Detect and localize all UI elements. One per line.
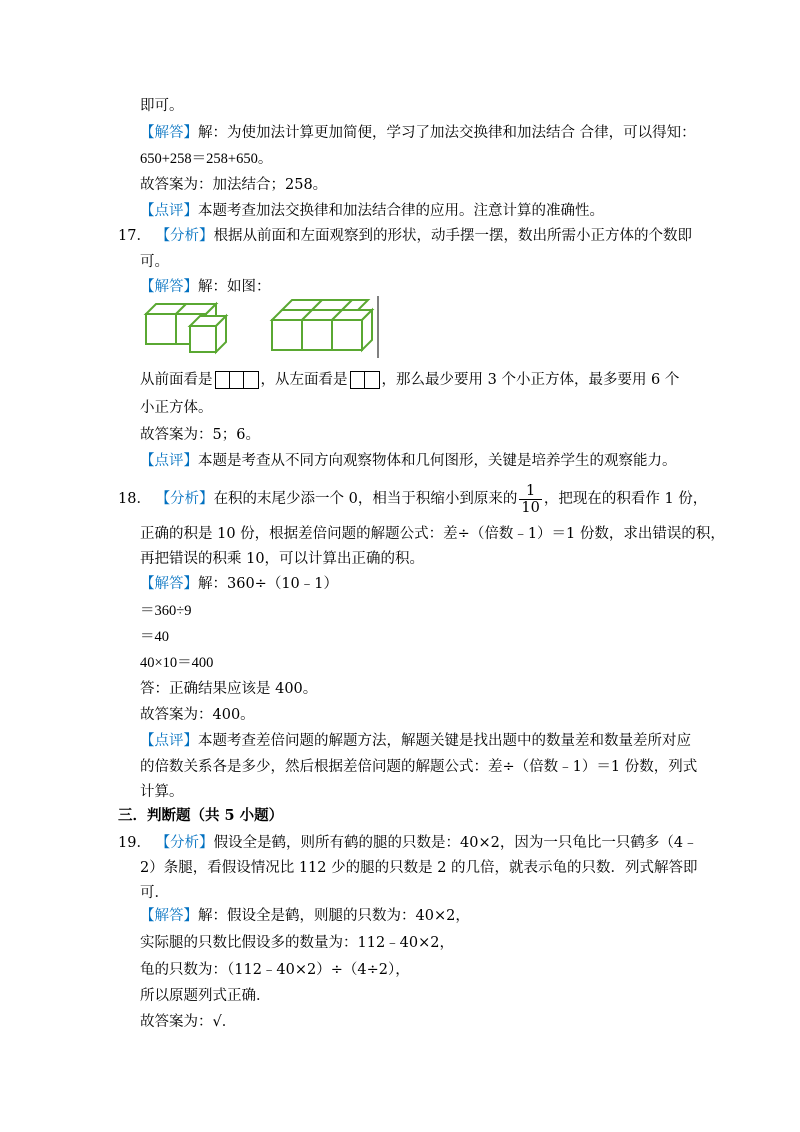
cube-figure-min <box>140 298 232 356</box>
p18-analysis-line <box>118 482 707 516</box>
left-view-figure <box>350 371 380 389</box>
p19-line-3: 龟的只数为：（112﹣40×2）÷（4÷2）， <box>140 962 410 978</box>
p16-continuation: 即可。 <box>140 98 184 114</box>
p18-review-l3: 计算。 <box>140 784 184 800</box>
front-view-figure <box>215 371 259 389</box>
p17-review-line <box>140 451 677 471</box>
p16-review-text: 本题考查加法交换律和加法结合律的应用。注意计算的准确性。 <box>198 203 604 219</box>
p19-result: 故答案为：√． <box>140 1014 237 1030</box>
p18-step-1: ＝360÷9 <box>140 603 192 619</box>
p17-review-tag: 【点评】 <box>140 453 198 469</box>
fraction-denominator: 10 <box>521 499 540 516</box>
p18-answer-tag: 【解答】 <box>140 576 198 592</box>
p17-views-cont: 小正方体。 <box>140 400 213 416</box>
p18-analysis-text-a: 在积的末尾少添一个 0，相当于积缩小到原来的 <box>213 491 518 507</box>
p16-result: 故答案为：加法结合；258。 <box>140 177 328 193</box>
p17-analysis-text: 根据从前面和左面观察到的形状，动手摆一摆，数出所需小正方体的个数即 <box>213 228 693 244</box>
fraction-one-tenth <box>519 483 541 516</box>
p19-analysis-l2: 2）条腿，看假设情况比 112 少的腿的只数是 2 的几倍，就表示龟的只数．列式解答即 <box>140 860 698 876</box>
p18-analysis-l3: 再把错误的积乘 10，可以计算出正确的积。 <box>140 551 425 567</box>
p19-analysis-l1: 假设全是鹤，则所有鹤的腿的只数是：40×2，因为一只龟比一只鹤多（4﹣ <box>213 835 698 851</box>
p18-review-tag: 【点评】 <box>140 733 198 749</box>
p17-number: 17． <box>118 228 151 244</box>
p17-view-suffix: ，那么最少要用 3 个小正方体，最多要用 6 个 <box>381 372 680 388</box>
p17-review-text: 本题是考查从不同方向观察物体和几何图形，关键是培养学生的观察能力。 <box>198 453 677 469</box>
section-3-title: 三．判断题（共 5 小题） <box>118 807 284 824</box>
p19-answer-text: 解：假设全是鹤，则腿的只数为：40×2， <box>198 908 470 924</box>
p18-reply: 答：正确结果应该是 400。 <box>140 681 318 697</box>
p18-analysis-tag: 【分析】 <box>155 491 214 507</box>
p18-analysis-l2: 正确的积是 10 份，根据差倍问题的解题公式：差÷（倍数﹣1）＝1 份数，求出错误的积， <box>140 526 725 542</box>
p19-number: 19． <box>118 835 151 851</box>
p17-answer-text: 解：如图： <box>198 279 271 295</box>
p18-number: 18． <box>118 491 151 507</box>
p18-step-2: ＝40 <box>140 629 169 645</box>
p18-result: 故答案为：400。 <box>140 707 255 723</box>
cube-figure-max <box>268 296 382 358</box>
p17-left-prefix: ，从左面看是 <box>260 372 348 388</box>
p16-answer-text: 解：为使加法计算更加简便，学习了加法交换律和加法结合 合律，可以得知： <box>198 125 696 141</box>
p19-analysis-line <box>118 833 698 853</box>
p18-analysis-text-b: ，把现在的积看作 1 份， <box>543 491 708 507</box>
p19-line-4: 所以原题列式正确． <box>140 988 271 1004</box>
p17-analysis-line <box>118 226 692 246</box>
p19-answer-line <box>140 906 470 926</box>
fraction-numerator: 1 <box>519 483 541 500</box>
p19-line-2: 实际腿的只数比假设多的数量为：112﹣40×2， <box>140 935 454 951</box>
p19-analysis-tag: 【分析】 <box>155 835 214 851</box>
p18-review-line <box>140 731 691 751</box>
p16-answer-line <box>140 123 696 143</box>
p17-views-line <box>140 370 679 390</box>
p18-review-l2: 的倍数关系各是多少，然后根据差倍问题的解题公式：差÷（倍数﹣1）＝1 份数，列式 <box>140 759 698 775</box>
p17-analysis-cont: 可。 <box>140 254 169 270</box>
p19-answer-tag: 【解答】 <box>140 908 198 924</box>
p18-answer-text: 解：360÷（10﹣1） <box>198 576 339 592</box>
p17-answer-tag: 【解答】 <box>140 279 198 295</box>
p16-answer-tag: 【解答】 <box>140 125 198 141</box>
p16-answer-equation: 650+258＝258+650。 <box>140 151 273 167</box>
p19-analysis-l3: 可． <box>140 885 169 901</box>
p17-result: 故答案为：5；6。 <box>140 427 260 443</box>
p18-answer-line <box>140 574 338 594</box>
p17-analysis-tag: 【分析】 <box>155 228 214 244</box>
p16-review-line <box>140 201 604 221</box>
p18-step-3: 40×10＝400 <box>140 655 214 671</box>
p16-review-tag: 【点评】 <box>140 203 198 219</box>
p17-answer-line <box>140 277 271 297</box>
p18-review-l1: 本题考查差倍问题的解题方法，解题关键是找出题中的数量差和数量差所对应 <box>198 733 691 749</box>
p17-front-prefix: 从前面看是 <box>140 372 213 388</box>
